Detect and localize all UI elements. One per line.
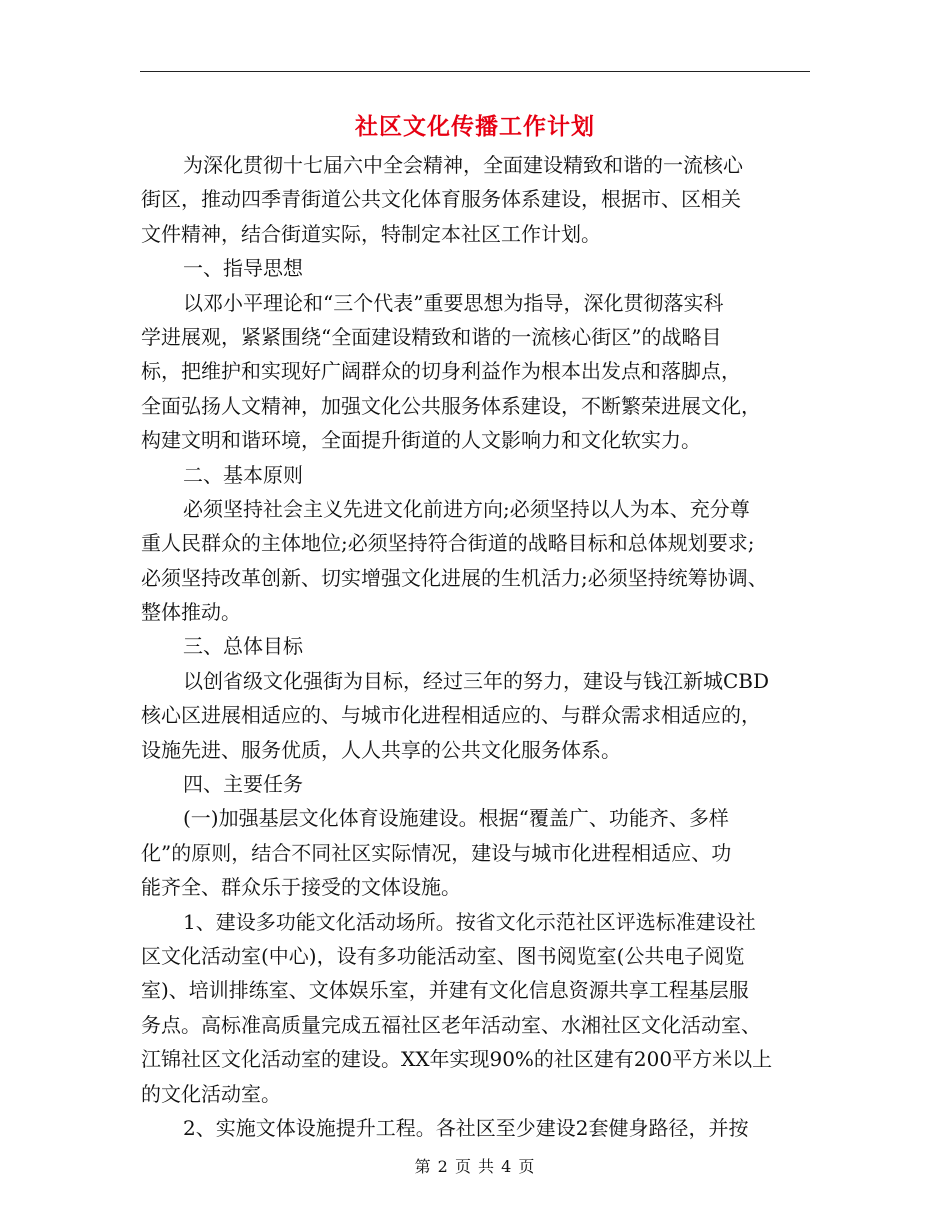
text-line: 2、实施文体设施提升工程。各社区至少建设2套健身路径，并按 <box>183 1115 749 1140</box>
text-line: 江锦社区文化活动室的建设。XX年实现90%的社区建有200平方米以上 <box>141 1047 773 1072</box>
text-line: 全面弘扬人文精神，加强文化公共服务体系建设，不断繁荣进展文化， <box>141 393 761 418</box>
text-line: 二、基本原则 <box>183 462 303 487</box>
text-line: 设施先进、服务优质，人人共享的公共文化服务体系。 <box>141 737 621 762</box>
text-line: 以创省级文化强街为目标，经过三年的努力，建设与钱江新城CBD <box>183 668 770 693</box>
text-line: 务点。高标准高质量完成五福社区老年活动室、水湘社区文化活动室、 <box>141 1012 761 1037</box>
text-line: 街区，推动四季青街道公共文化体育服务体系建设，根据市、区相关 <box>141 187 741 212</box>
header-rule <box>140 71 810 72</box>
page-title: 社区文化传播工作计划 <box>355 113 595 140</box>
text-line: 1、建设多功能文化活动场所。按省文化示范社区评选标准建设社 <box>183 909 756 934</box>
text-line: 标，把维护和实现好广阔群众的切身利益作为根本出发点和落脚点， <box>141 359 741 384</box>
text-line: 室)、培训排练室、文体娱乐室，并建有文化信息资源共享工程基层服 <box>141 978 749 1003</box>
text-line: 必须坚持改革创新、切实增强文化进展的生机活力;必须坚持统筹协调、 <box>141 565 768 590</box>
text-line: 构建文明和谐环境，全面提升街道的人文影响力和文化软实力。 <box>141 428 701 453</box>
text-line: (一)加强基层文化体育设施建设。根据“覆盖广、功能齐、多样 <box>183 806 729 831</box>
text-line: 学进展观，紧紧围绕“全面建设精致和谐的一流核心街区”的战略目 <box>141 324 722 349</box>
text-line: 以邓小平理论和“三个代表”重要思想为指导，深化贯彻落实科 <box>183 290 724 315</box>
text-line: 的文化活动室。 <box>141 1081 281 1106</box>
text-line: 核心区进展相适应的、与城市化进程相适应的、与群众需求相适应的， <box>141 703 761 728</box>
text-line: 重人民群众的主体地位;必须坚持符合街道的战略目标和总体规划要求; <box>141 531 755 556</box>
text-line: 化”的原则，结合不同社区实际情况，建设与城市化进程相适应、功 <box>141 840 732 865</box>
text-line: 三、总体目标 <box>183 634 303 659</box>
text-line: 必须坚持社会主义先进文化前进方向;必须坚持以人为本、充分尊 <box>183 496 750 521</box>
document-body <box>141 148 811 1145</box>
text-line: 文件精神，结合街道实际，特制定本社区工作计划。 <box>141 221 601 246</box>
text-line: 区文化活动室(中心)，设有多功能活动室、图书阅览室(公共电子阅览 <box>141 943 745 968</box>
text-line: 一、指导思想 <box>183 256 303 281</box>
text-line: 为深化贯彻十七届六中全会精神，全面建设精致和谐的一流核心 <box>183 153 743 177</box>
page-footer: 第 2 页 共 4 页 <box>414 1157 536 1176</box>
text-line: 能齐全、群众乐于接受的文体设施。 <box>141 875 461 900</box>
text-line: 四、主要任务 <box>183 772 303 797</box>
text-line: 整体推动。 <box>141 600 241 625</box>
